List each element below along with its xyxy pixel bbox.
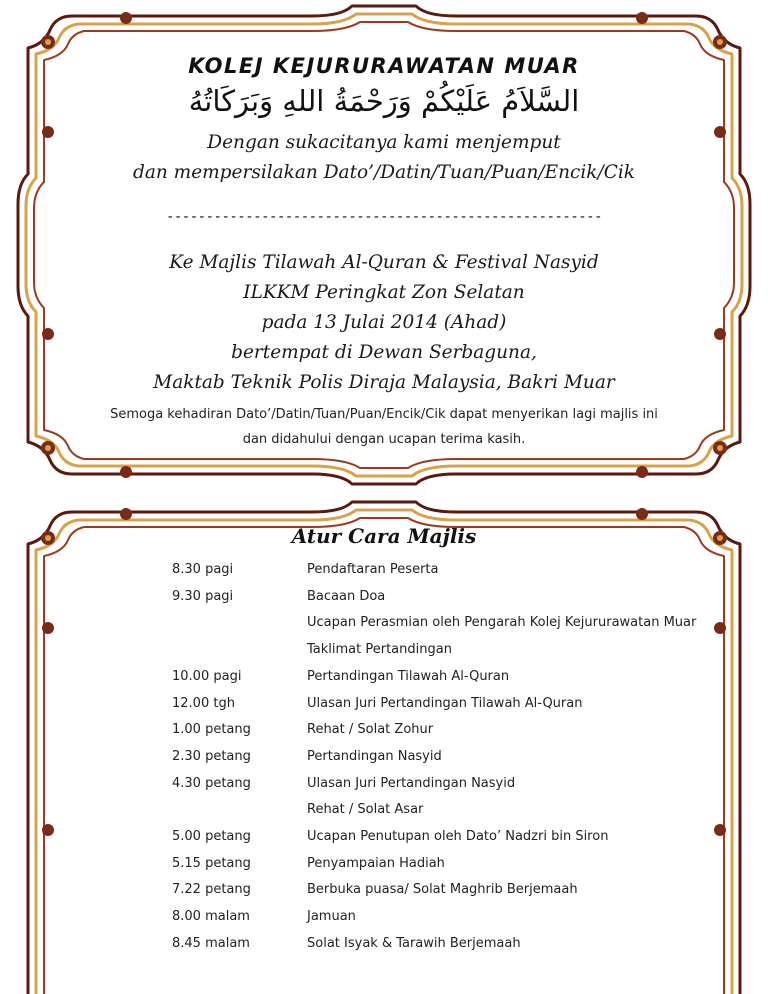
programme-row — [12, 642, 756, 669]
event-line: ILKKM Peringkat Zon Selatan — [243, 282, 525, 303]
programme-activity: Ucapan Penutupan oleh Dato’ Nadzri bin Siron — [307, 829, 609, 844]
programme-time: 8.45 malam — [172, 935, 250, 951]
programme-activity: Ucapan Perasmian oleh Pengarah Kolej Kejururawatan Muar — [307, 615, 697, 631]
programme-activity: Solat Isyak & Tarawih Berjemaah — [307, 935, 521, 951]
programme-time: 8.30 pagi — [172, 562, 234, 577]
programme-row — [12, 696, 756, 723]
programme-time: 4.30 petang — [172, 775, 251, 791]
programme-row — [12, 856, 756, 883]
event-line: bertempat di Dewan Serbaguna, — [231, 342, 537, 363]
programme-time: 10.00 pagi — [172, 668, 242, 684]
invite-line: Dengan sukacitanya kami menjemput — [207, 132, 561, 153]
programme-activity: Jamuan — [307, 909, 356, 925]
invite-line: dan mempersilakan Dato’/Datin/Tuan/Puan/Encik/Cik — [132, 162, 636, 183]
programme-row — [12, 936, 756, 963]
salam-greeting: السَّلاَمُ عَلَيْكُمْ وَرَحْمَةُ اللهِ وَبَرَكَاتُهُ — [188, 84, 580, 118]
programme-row — [12, 562, 756, 589]
programme-time: 12.00 tgh — [172, 695, 235, 711]
programme-activity: Pertandingan Tilawah Al-Quran — [307, 668, 510, 684]
programme-row — [12, 776, 756, 803]
closing-line: dan didahului dengan ucapan terima kasih. — [242, 432, 526, 447]
closing-text — [12, 402, 756, 452]
programme-time: 7.22 petang — [172, 882, 251, 898]
programme-activity: Taklimat Pertandingan — [307, 642, 452, 658]
programme-time: 1.00 petang — [172, 722, 251, 738]
programme-time: 2.30 petang — [172, 748, 251, 764]
programme-row — [12, 615, 756, 642]
programme-row — [12, 829, 756, 856]
event-line: pada 13 Julai 2014 (Ahad) — [261, 312, 507, 333]
event-details — [12, 248, 756, 398]
programme-activity: Pertandingan Nasyid — [307, 748, 442, 764]
event-line: Maktab Teknik Polis Diraja Malaysia, Bakri Muar — [153, 372, 615, 393]
guest-name-line: ------------------------------------------------------- — [165, 209, 603, 225]
programme-activity: Penyampaian Hadiah — [307, 855, 445, 871]
programme-title: Atur Cara Majlis — [291, 524, 477, 548]
programme-activity: Rehat / Solat Asar — [307, 802, 424, 818]
programme-activity: Bacaan Doa — [307, 588, 386, 604]
closing-line: Semoga kehadiran Dato’/Datin/Tuan/Puan/Encik/Cik dapat menyerikan lagi majlis ini — [110, 407, 658, 422]
programme-activity: Berbuka puasa/ Solat Maghrib Berjemaah — [307, 882, 578, 898]
programme-activity: Ulasan Juri Pertandingan Tilawah Al-Quran — [307, 695, 583, 711]
programme-row — [12, 749, 756, 776]
invitation-card — [12, 4, 756, 486]
programme-card — [12, 500, 756, 994]
programme-row — [12, 882, 756, 909]
college-title: KOLEJ KEJURURAWATAN MUAR — [188, 54, 580, 78]
programme-row — [12, 722, 756, 749]
programme-time: 5.15 petang — [172, 855, 251, 871]
programme-activity: Ulasan Juri Pertandingan Nasyid — [307, 775, 516, 791]
programme-activity: Rehat / Solat Zohur — [307, 722, 434, 738]
programme-row — [12, 802, 756, 829]
invite-text — [12, 128, 756, 188]
programme-activity: Pendaftaran Peserta — [307, 562, 439, 577]
programme-time: 8.00 malam — [172, 909, 250, 925]
programme-time: 9.30 pagi — [172, 588, 234, 604]
programme-row — [12, 589, 756, 616]
programme-time: 5.00 petang — [172, 829, 251, 844]
programme-row — [12, 909, 756, 936]
programme-row — [12, 669, 756, 696]
event-line: Ke Majlis Tilawah Al-Quran & Festival Nasyid — [169, 252, 599, 273]
